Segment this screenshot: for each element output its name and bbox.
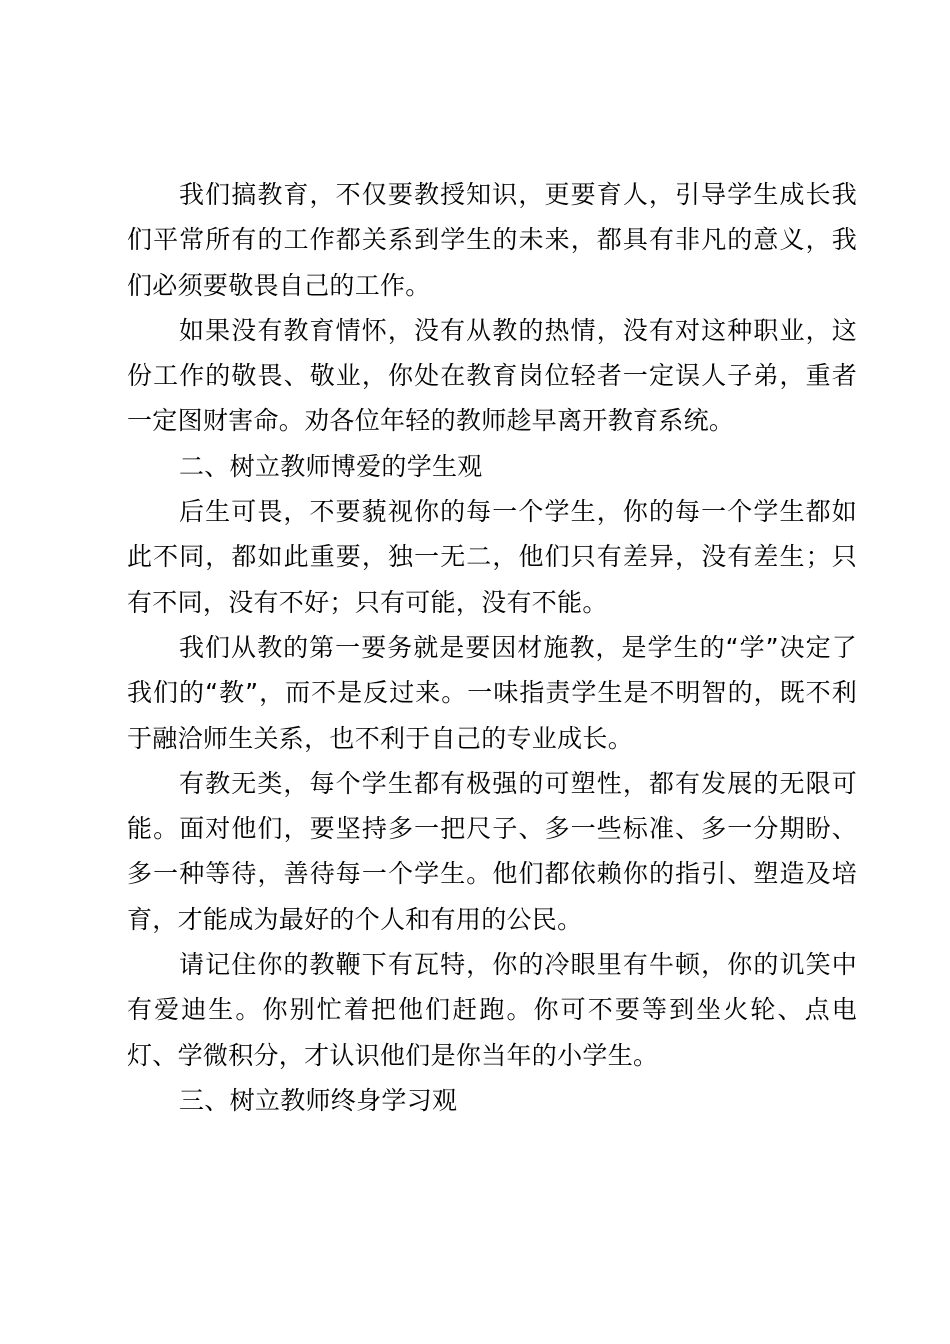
section-heading-three: 三、树立教师终身学习观 — [179, 1085, 458, 1115]
document-body — [127, 172, 857, 1123]
paragraph-no-class: 有教无类，每个学生都有极强的可塑性，都有发展的无限可能。面对他们，要坚持多一把尺子、多一些标准、多一分期盼、多一种等待，善待每一个学生。他们都依赖你的指引、塑造及培育，才能成为最好的个人和有用的公民。 — [127, 768, 857, 934]
paragraph-every-student: 后生可畏，不要藐视你的每一个学生，你的每一个学生都如此不同，都如此重要，独一无二，他们只有差异，没有差生；只有不同，没有不好；只有可能，没有不能。 — [127, 497, 857, 617]
paragraph-remember: 请记住你的教鞭下有瓦特，你的冷眼里有牛顿，你的讥笑中有爱迪生。你别忙着把他们赶跑。你可不要等到坐火轮、点电灯、学微积分，才认识他们是你当年的小学生。 — [127, 950, 857, 1070]
paragraph-teach-according: 我们从教的第一要务就是要因材施教，是学生的“学”决定了我们的“教”，而不是反过来。一味指责学生是不明智的，既不利于融洽师生关系，也不利于自己的专业成长。 — [127, 632, 857, 753]
paragraph-reverence: 我们搞教育，不仅要教授知识，更要育人，引导学生成长我们平常所有的工作都关系到学生的未来，都具有非凡的意义，我们必须要敬畏自己的工作。 — [127, 180, 857, 300]
section-heading-two: 二、树立教师博爱的学生观 — [179, 451, 483, 481]
paragraph-passion: 如果没有教育情怀，没有从教的热情，没有对这种职业，这份工作的敬畏、敬业，你处在教育岗位轻者一定误人子弟，重者一定图财害命。劝各位年轻的教师趁早离开教育系统。 — [127, 315, 857, 436]
